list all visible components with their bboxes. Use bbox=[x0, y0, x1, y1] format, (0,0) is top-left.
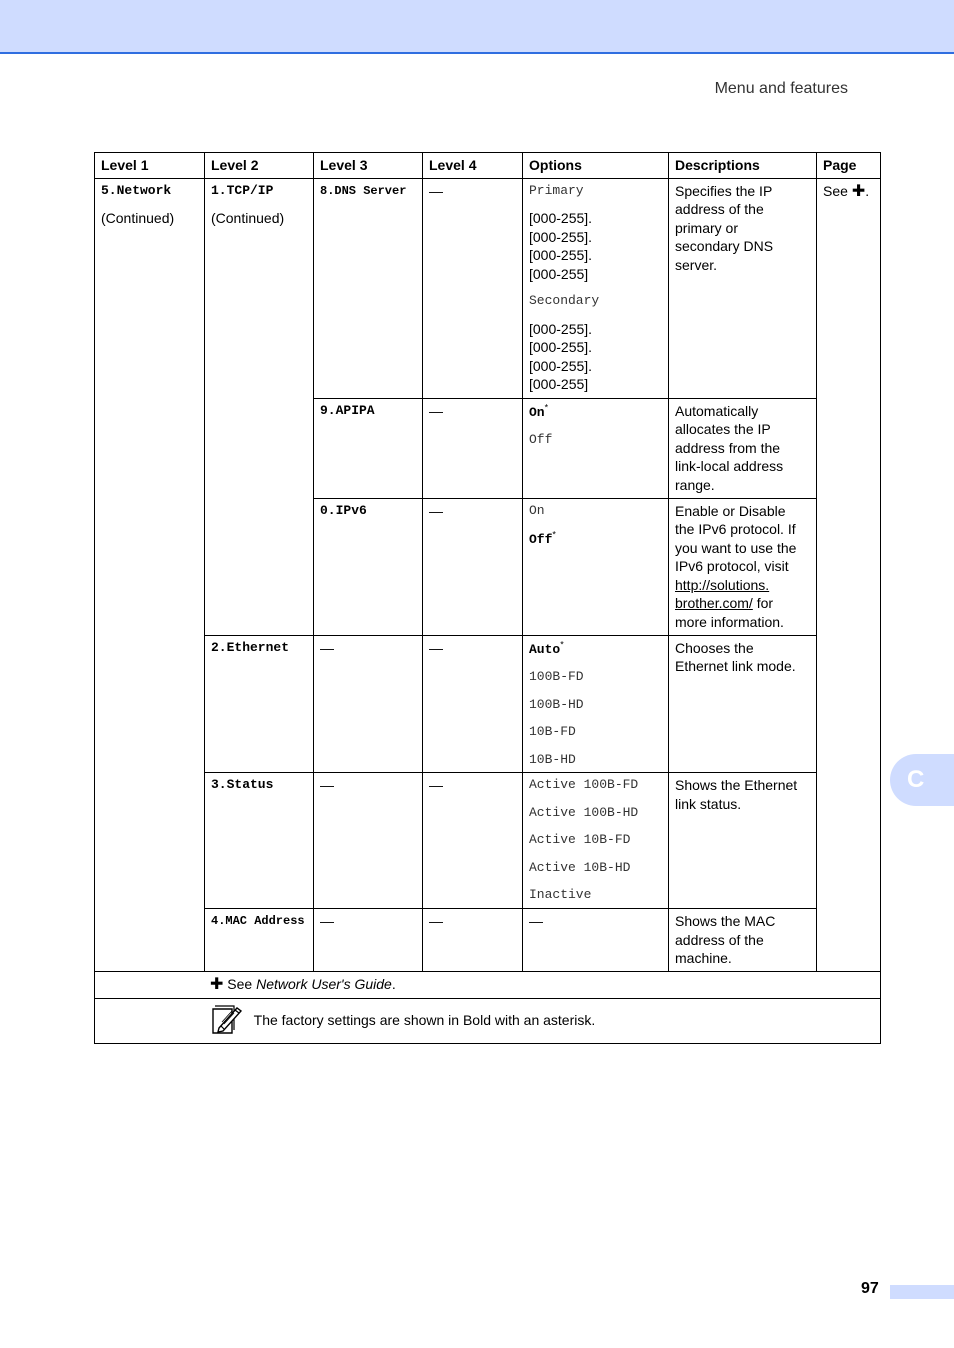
range-line: [000-255]. bbox=[529, 339, 593, 355]
option-secondary: Secondary bbox=[529, 293, 600, 308]
option-on: On bbox=[529, 502, 545, 518]
option-item: Active 100B-FD bbox=[529, 777, 639, 792]
table-header-row bbox=[95, 153, 881, 179]
range-line: [000-255]. bbox=[529, 228, 593, 245]
range-line: [000-255]. bbox=[529, 210, 593, 226]
level4-apipa-cell bbox=[423, 398, 523, 498]
option-item: Active 10B-HD bbox=[529, 859, 631, 875]
level3-ipv6-name: 0.IPv6 bbox=[320, 502, 367, 518]
desc-line: Automatically bbox=[675, 402, 759, 419]
dash: — bbox=[529, 913, 543, 929]
option-item: Inactive bbox=[529, 887, 592, 902]
asterisk: * bbox=[544, 401, 549, 412]
plus-icon: ✚ bbox=[851, 182, 866, 200]
level2-mac-cell bbox=[205, 909, 314, 972]
page-cell: See ✚. bbox=[817, 178, 881, 971]
col-header-level3: Level 3 bbox=[314, 153, 423, 179]
desc-line: address from the bbox=[675, 439, 781, 456]
level2-ethernet-name: 2.Ethernet bbox=[211, 639, 290, 655]
col-header-options: Options bbox=[523, 153, 669, 179]
desc-ipv6-cell bbox=[669, 498, 817, 635]
tip-text: The factory settings are shown in Bold with an asterisk. bbox=[253, 1011, 596, 1028]
options-apipa-cell bbox=[523, 398, 669, 498]
running-title: Menu and features bbox=[714, 80, 848, 97]
options-mac-cell bbox=[523, 909, 669, 972]
level3-dns-name: 8.DNS Server bbox=[320, 183, 407, 198]
level2-tcpip-cell bbox=[205, 178, 314, 635]
top-header-band bbox=[0, 0, 954, 54]
desc-fragment: for bbox=[752, 595, 774, 611]
desc-line: Shows the Ethernet bbox=[675, 777, 798, 793]
level2-status-cell bbox=[205, 773, 314, 909]
option-value: Off bbox=[529, 532, 553, 547]
option-value: Auto bbox=[529, 641, 561, 657]
dash: — bbox=[429, 182, 443, 199]
dash: — bbox=[320, 913, 334, 929]
level1-name: 5.Network bbox=[101, 182, 172, 198]
solutions-link[interactable]: http://solutions. bbox=[675, 576, 770, 593]
dash: — bbox=[320, 639, 334, 656]
level4-ipv6-cell bbox=[423, 498, 523, 635]
desc-apipa-cell bbox=[669, 398, 817, 498]
option-off: Off bbox=[529, 432, 553, 447]
desc-line: Enable or Disable bbox=[675, 502, 786, 519]
menu-table bbox=[94, 152, 881, 1044]
footnote-prefix: See bbox=[227, 975, 253, 992]
col-header-page: Page bbox=[817, 153, 881, 179]
table-row bbox=[95, 635, 881, 773]
desc-line: IPv6 protocol, visit bbox=[675, 558, 789, 574]
level3-status-cell bbox=[314, 773, 423, 909]
desc-line: Specifies the IP bbox=[675, 182, 773, 199]
asterisk: * bbox=[552, 529, 556, 540]
page-ref: See bbox=[823, 182, 848, 199]
secondary-range bbox=[529, 320, 662, 394]
footnote-guide-title: Network User's Guide bbox=[256, 975, 392, 992]
tip-row bbox=[95, 998, 881, 1044]
level3-ethernet-cell bbox=[314, 635, 423, 773]
desc-status-cell bbox=[669, 773, 817, 909]
dash: — bbox=[429, 777, 443, 793]
level3-dns-cell bbox=[314, 178, 423, 398]
desc-line: Ethernet link mode. bbox=[675, 658, 796, 674]
asterisk: * bbox=[560, 638, 564, 649]
dash: — bbox=[320, 777, 334, 793]
desc-line: allocates the IP bbox=[675, 421, 771, 437]
range-line: [000-255] bbox=[529, 376, 589, 392]
tip-cell bbox=[95, 998, 881, 1044]
chapter-tab: C bbox=[890, 754, 954, 806]
table-row bbox=[95, 178, 881, 398]
option-item: 100B-FD bbox=[529, 669, 584, 684]
table-row bbox=[95, 909, 881, 972]
dash: — bbox=[429, 913, 443, 929]
desc-mac-cell bbox=[669, 909, 817, 972]
page-number: 97 bbox=[861, 1280, 879, 1297]
option-item: 100B-HD bbox=[529, 696, 584, 712]
desc-line: machine. bbox=[675, 950, 732, 966]
desc-line: you want to use the bbox=[675, 539, 797, 556]
desc-line: address of the bbox=[675, 931, 764, 948]
col-header-level4: Level 4 bbox=[423, 153, 523, 179]
level4-ethernet-cell bbox=[423, 635, 523, 773]
range-line: [000-255]. bbox=[529, 247, 593, 263]
level4-dns-cell bbox=[423, 178, 523, 398]
level2-tcpip-continued: (Continued) bbox=[211, 210, 285, 226]
desc-line: the IPv6 protocol. If bbox=[675, 521, 796, 537]
level4-status-cell bbox=[423, 773, 523, 909]
desc-line: secondary DNS bbox=[675, 238, 774, 254]
note-pencil-icon bbox=[210, 1002, 244, 1041]
option-item: Active 100B-HD bbox=[529, 804, 639, 820]
col-header-level2: Level 2 bbox=[205, 153, 314, 179]
desc-line: Chooses the bbox=[675, 639, 754, 656]
level3-apipa-cell bbox=[314, 398, 423, 498]
col-header-descriptions: Descriptions bbox=[669, 153, 817, 179]
page-number-band bbox=[890, 1285, 954, 1299]
option-value: On bbox=[529, 404, 545, 420]
desc-ethernet-cell bbox=[669, 635, 817, 773]
level2-tcpip-name: 1.TCP/IP bbox=[211, 182, 274, 198]
level1-continued: (Continued) bbox=[101, 210, 175, 226]
desc-line: address of the bbox=[675, 201, 764, 217]
option-auto-default bbox=[529, 639, 662, 660]
level4-mac-cell bbox=[423, 909, 523, 972]
desc-line: primary or bbox=[675, 219, 739, 236]
options-dns-cell bbox=[523, 178, 669, 398]
options-ipv6-cell bbox=[523, 498, 669, 635]
dash: — bbox=[429, 502, 443, 519]
desc-line: more information. bbox=[675, 613, 784, 630]
range-line: [000-255]. bbox=[529, 357, 593, 374]
desc-line: link status. bbox=[675, 795, 742, 812]
level2-status-name: 3.Status bbox=[211, 777, 274, 792]
level3-apipa-name: 9.APIPA bbox=[320, 402, 375, 418]
desc-line: link-local address bbox=[675, 458, 784, 474]
option-item: 10B-FD bbox=[529, 724, 576, 739]
dash: — bbox=[429, 639, 443, 656]
level3-ipv6-cell bbox=[314, 498, 423, 635]
options-status-cell bbox=[523, 773, 669, 909]
footnote-suffix: . bbox=[391, 975, 396, 992]
col-header-level1: Level 1 bbox=[95, 153, 205, 179]
level3-mac-cell bbox=[314, 909, 423, 972]
level2-mac-name: 4.MAC Address bbox=[211, 914, 305, 928]
options-ethernet-cell bbox=[523, 635, 669, 773]
plus-icon: ✚ bbox=[210, 975, 224, 993]
option-on-default bbox=[529, 402, 662, 423]
option-off-default bbox=[529, 529, 662, 550]
table-row bbox=[95, 773, 881, 909]
dash: — bbox=[429, 402, 443, 419]
brother-link[interactable]: brother.com/ bbox=[675, 595, 753, 611]
level2-ethernet-cell bbox=[205, 635, 314, 773]
desc-line: server. bbox=[675, 256, 718, 273]
option-primary: Primary bbox=[529, 182, 584, 198]
desc-line: Shows the MAC bbox=[675, 913, 776, 929]
level1-cell bbox=[95, 178, 205, 971]
footnote bbox=[95, 971, 881, 998]
range-line: [000-255]. bbox=[529, 320, 593, 337]
primary-range bbox=[529, 209, 662, 283]
desc-dns-cell bbox=[669, 178, 817, 398]
range-line: [000-255] bbox=[529, 265, 589, 282]
option-item: Active 10B-FD bbox=[529, 832, 631, 847]
option-item: 10B-HD bbox=[529, 751, 576, 767]
desc-line: range. bbox=[675, 476, 715, 493]
footnote-row bbox=[95, 971, 881, 998]
